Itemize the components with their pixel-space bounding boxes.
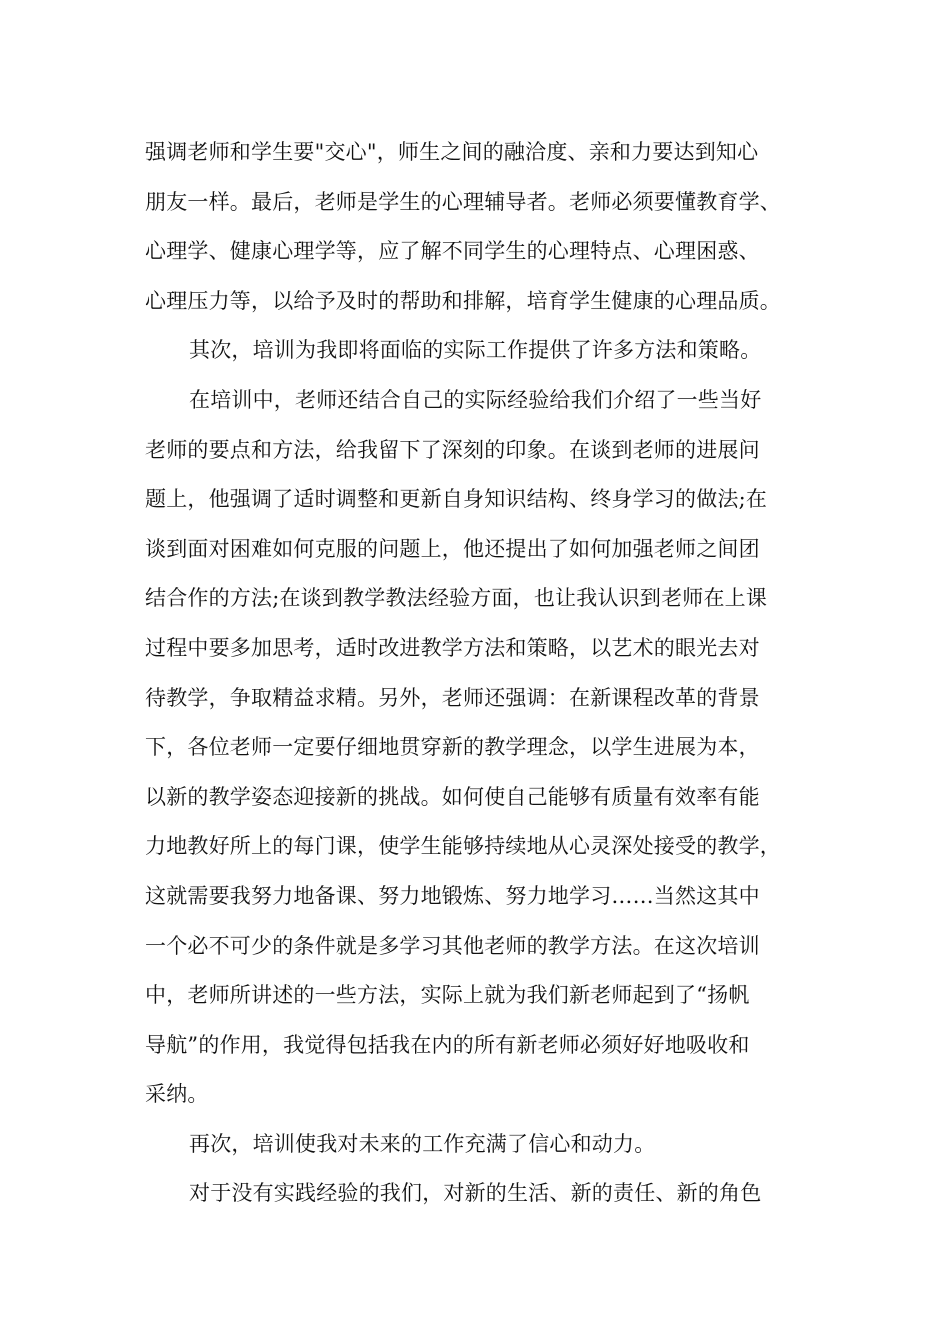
text-line: 采纳。 [145, 1082, 209, 1107]
text-line: 待教学，争取精益求精。另外，老师还强调：在新课程改革的背景 [145, 685, 760, 710]
document-body [145, 128, 825, 1219]
text-line: 心理学、健康心理学等，应了解不同学生的心理特点、心理困惑、 [145, 239, 760, 264]
text-line: 结合作的方法;在谈到教学教法经验方面，也让我认识到老师在上课 [145, 586, 768, 611]
text-line: 心理压力等，以给予及时的帮助和排解，培育学生健康的心理品质。 [145, 288, 781, 313]
paragraph-start-line: 对于没有实践经验的我们，对新的生活、新的责任、新的角色 [189, 1181, 762, 1206]
text-line: 导航”的作用，我觉得包括我在内的所有新老师必须好好地吸收和 [145, 1032, 750, 1057]
text-line: 下，各位老师一定要仔细地贯穿新的教学理念，以学生进展为本， [145, 735, 760, 760]
text-line: 强调老师和学生要"交心"，师生之间的融洽度、亲和力要达到知心 [145, 140, 759, 164]
text-line: 以新的教学姿态迎接新的挑战。如何使自己能够有质量有效率有能 [145, 784, 760, 809]
text-line: 这就需要我努力地备课、努力地锻炼、努力地学习……当然这其中 [145, 883, 760, 908]
text-line: 力地教好所上的每门课，使学生能够持续地从心灵深处接受的教学， [145, 834, 781, 859]
paragraph-start-line: 再次，培训使我对未来的工作充满了信心和动力。 [189, 1131, 656, 1156]
paragraph-start-line: 在培训中，老师还结合自己的实际经验给我们介绍了一些当好 [189, 387, 762, 412]
text-line: 朋友一样。最后，老师是学生的心理辅导者。老师必须要懂教育学、 [145, 189, 781, 214]
text-line: 过程中要多加思考，适时改进教学方法和策略，以艺术的眼光去对 [145, 635, 760, 660]
text-line: 中，老师所讲述的一些方法，实际上就为我们新老师起到了“扬帆 [145, 983, 750, 1008]
text-line: 题上，他强调了适时调整和更新自身知识结构、终身学习的做法;在 [145, 487, 768, 512]
text-line: 老师的要点和方法，给我留下了深刻的印象。在谈到老师的进展问 [145, 437, 760, 462]
text-line: 谈到面对困难如何克服的问题上，他还提出了如何加强老师之间团 [145, 536, 760, 561]
paragraph-start-line: 其次，培训为我即将面临的实际工作提供了许多方法和策略。 [189, 338, 762, 363]
text-line: 一个必不可少的条件就是多学习其他老师的教学方法。在这次培训 [145, 933, 760, 958]
